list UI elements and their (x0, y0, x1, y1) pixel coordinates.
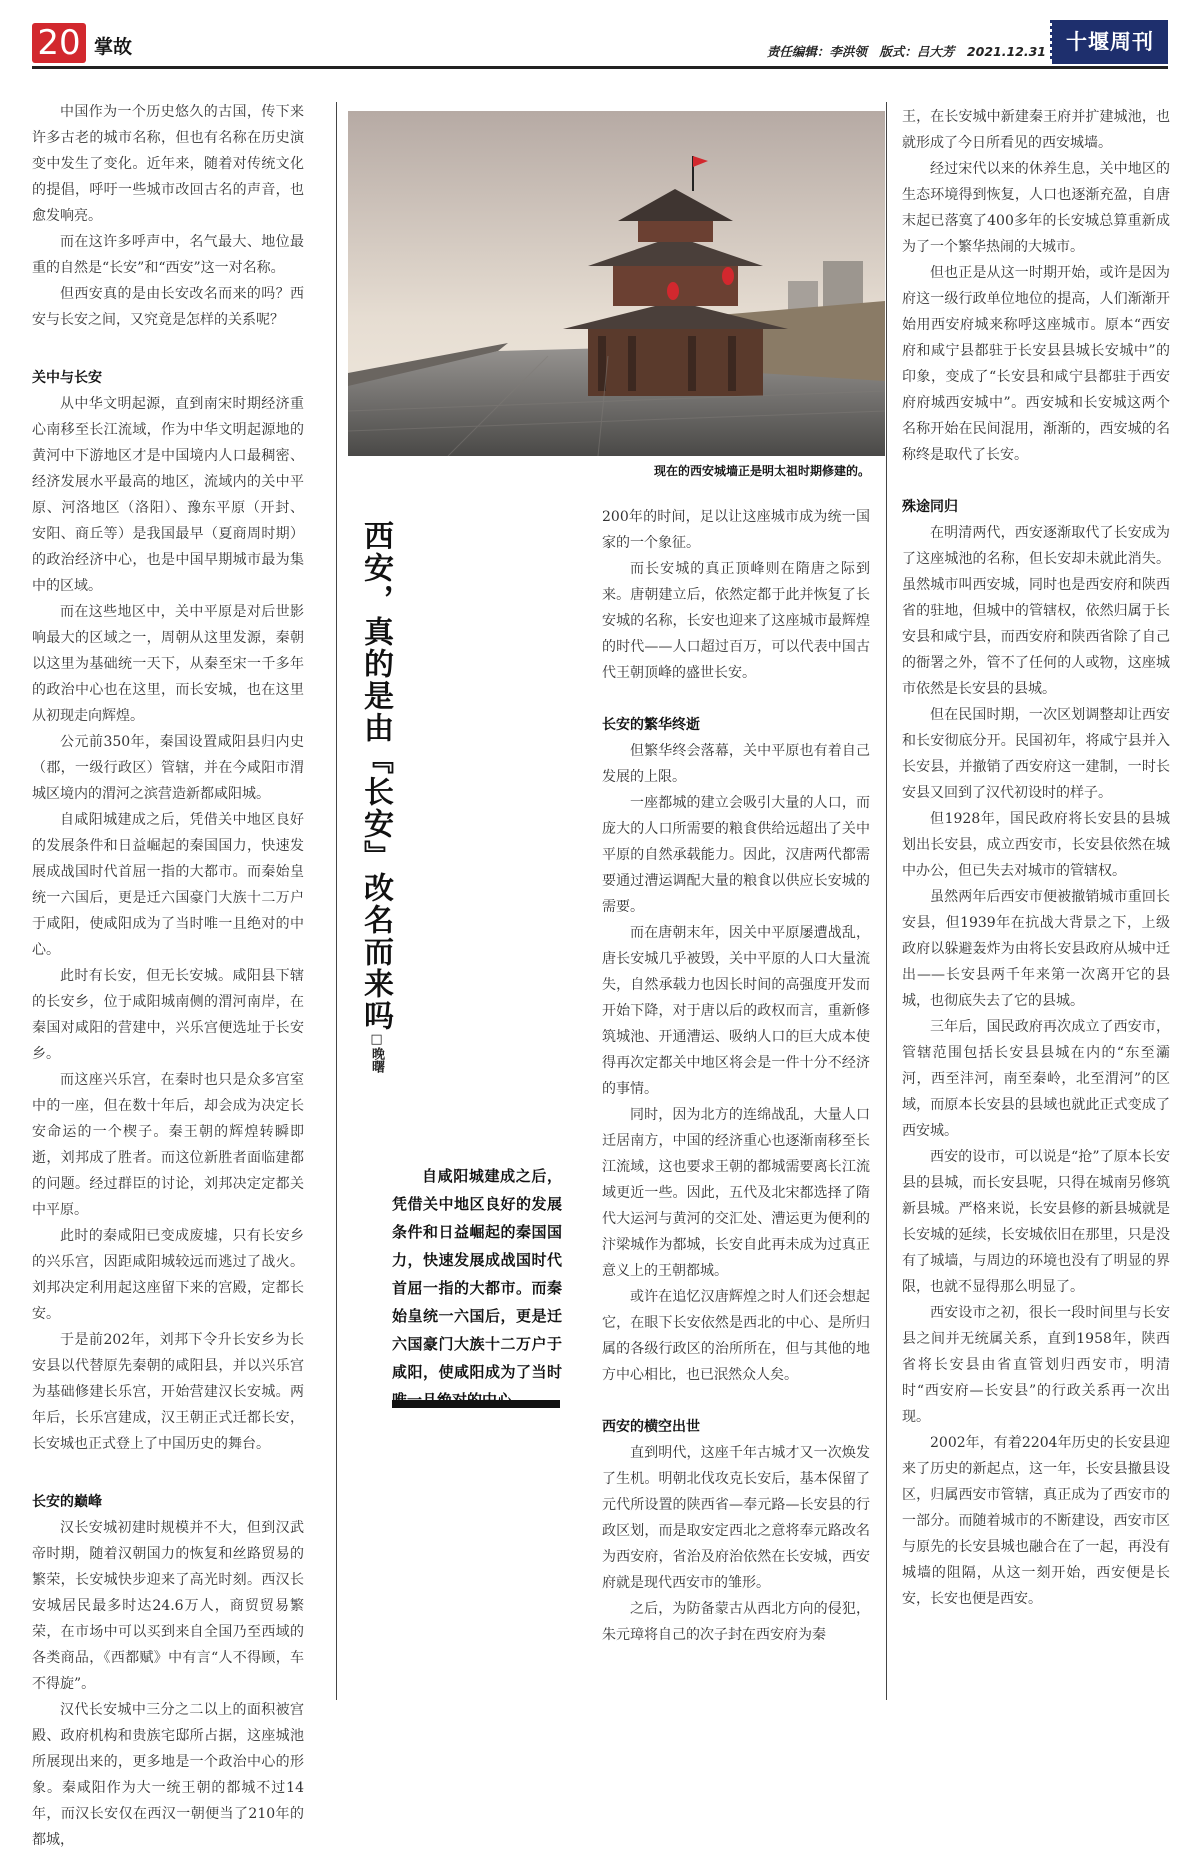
paragraph: 王，在长安城中新建秦王府并扩建城池，也就形成了今日所看见的西安城墙。 (902, 109, 1170, 151)
paragraph: 但1928年，国民政府将长安县的县城划出长安县，成立西安市，长安县依然在城中办公，但已失去对城市的管辖权。 (902, 811, 1170, 879)
section-heading: 关中与长安 (32, 370, 102, 386)
column-divider (336, 102, 337, 1700)
photo-caption: 现在的西安城墙正是明太祖时期修建的。 (653, 464, 870, 478)
pull-quote (392, 1162, 562, 1414)
paragraph: 于是前202年，刘邦下令升长安乡为长安县以代替原先秦朝的咸阳县，并以兴乐宫为基础修建长乐宫，开始营建汉长安城。两年后，长乐宫建成，汉王朝正式迁都长安，长安城也正式登上了中国历史的舞台。 (32, 1332, 304, 1452)
pull-quote-text: 自咸阳城建成之后，凭借关中地区良好的发展条件和日益崛起的秦国国力，快速发展成战国时代首屈一指的大都市。而秦始皇统一六国后，更是迁六国豪门大族十二万户于咸阳，使咸阳成为了当时 (392, 1167, 562, 1381)
paragraph: 直到明代，这座千年古城才又一次焕发了生机。明朝北伐攻克长安后，基本保留了元代所设置的陕西省—奉元路—长安县的行政区划，而是取安定西北之意将奉元路改名为西安府，省治及府治依然在长安城，西安府就是现代西安市的雏形。 (602, 1445, 870, 1591)
paragraph: 汉代长安城中三分之二以上的面积被宫殿、政府机构和贵族宅邸所占据，这座城池所展现出来的，更多地是一个政治中心的形象。秦咸阳作为大一统王朝的都城不过14年，而汉长安仅在西汉一朝便当了210年的都城， (32, 1702, 304, 1848)
paragraph: 在明清两代，西安逐渐取代了长安成为了这座城池的名称，但长安却未就此消失。虽然城市叫西安城，同时也是西安府和陕西省的驻地，但城中的管辖权，依然归属于长安县和咸宁县，而西安府和陕西省除了自己的衙署之外，管不了任何的人或物，这座城市依然是长安县的县城。 (902, 525, 1170, 697)
paragraph: 或许在追忆汉唐辉煌之时人们还会想起它，在眼下长安依然是西北的中心、是所归属的各级行政区的治所所在，但与其他的地方中心相比，也已泯然众人矣。 (602, 1289, 870, 1383)
header-rule (32, 66, 1168, 69)
paragraph: 同时，因为北方的连绵战乱，大量人口迁居南方，中国的经济重心也逐渐南移至长江流域，这也要求王朝的都城需要离长江流域更近一些。因此，五代及北宋都选择了隋代大运河与黄河的交汇处、漕运更为便利的汴梁城作为都城，长安自此再未成为过真正意义上的王朝都城。 (602, 1107, 870, 1279)
paragraph: 虽然两年后西安市便被撤销城市重回长安县，但1939年在抗战大背景之下，上级政府以躲避轰炸为由将长安县政府从城中迁出——长安县两千年来第一次离开它的县城，也彻底失去了它的县城。 (902, 889, 1170, 1009)
paragraph: 三年后，国民政府再次成立了西安市，管辖范围包括长安县县城在内的“东至灞河，西至沣河，南至秦岭，北至渭河”的区域，而原本长安县的县域也就此正式变成了西安城。 (902, 1019, 1170, 1139)
city-wall-photo (348, 111, 885, 456)
article-author: □晚曙 (369, 1032, 384, 1073)
paragraph: 一座都城的建立会吸引大量的人口，而庞大的人口所需要的粮食供给远超出了关中平原的自然承载能力。因此，汉唐两代都需要通过漕运调配大量的粮食以供应长安城的需要。 (602, 795, 870, 915)
article-column-3 (902, 104, 1170, 1612)
paragraph: 200年的时间，足以让这座城市成为统一国家的一个象征。 (602, 509, 870, 551)
paragraph: 西安设市之初，很长一段时间里与长安县之间并无统属关系，直到1958年，陕西省将长安县由省直管划归西安市，明清时“西安府—长安县”的行政关系再一次出现。 (902, 1305, 1170, 1425)
column-divider (886, 102, 887, 1700)
paragraph: 此时的秦咸阳已变成废墟，只有长安乡的兴乐宫，因距咸阳城较远而逃过了战火。刘邦决定利用起这座留下来的宫殿，定都长安。 (32, 1228, 304, 1322)
page-header (32, 20, 1168, 70)
paragraph: 此时有长安，但无长安城。咸阳县下辖的长安乡，位于咸阳城南侧的渭河南岸，在秦国对咸阳的营建中，兴乐宫便选址于长安乡。 (32, 968, 304, 1062)
paragraph: 而在这许多呼声中，名气最大、地位最重的自然是“长安”和“西安”这一对名称。 (32, 234, 304, 276)
paragraph: 自咸阳城建成之后，凭借关中地区良好的发展条件和日益崛起的秦国国力，快速发展成战国时代首屈一指的大都市。而秦始皇统一六国后，更是迁六国豪门大族十二万户于咸阳，使咸阳成为了当时唯一且绝对的中心。 (32, 812, 304, 958)
paragraph: 但在民国时期，一次区划调整却让西安和长安彻底分开。民国初年，将咸宁县并入长安县，并撤销了西安府这一建制，一时长安县又回到了汉代初设时的样子。 (902, 707, 1170, 801)
paragraph: 中国作为一个历史悠久的古国，传下来许多古老的城市名称，但也有名称在历史演变中发生了变化。近年来，随着对传统文化的提倡，呼吁一些城市改回古名的声音，也愈发响亮。 (32, 104, 304, 224)
section-heading: 长安的繁华终逝 (602, 717, 700, 733)
article-column-2 (602, 504, 870, 1648)
paragraph: 从中华文明起源，直到南宋时期经济重心南移至长江流域，作为中华文明起源地的黄河中下游地区才是中国境内人口最稠密、经济发展水平最高的地区，流域内的关中平原、河洛地区（洛阳）、豫东平原（开封、安阳、商丘等）是我国最早（夏商周时期）的政治经济中心，也是中国早期城市最为集中的区域。 (32, 396, 304, 594)
article-column-1 (32, 99, 304, 1853)
paragraph: 汉长安城初建时规模并不大，但到汉武帝时期，随着汉朝国力的恢复和丝路贸易的繁荣，长安城快步迎来了高光时刻。西汉长安城居民最多时达24.6万人，商贸贸易繁荣，在市场中可以买到来自全国乃至西域的各类商品，《西都赋》中有言“人不得顾，车不得旋”。 (32, 1520, 304, 1692)
paragraph: 但也正是从这一时期开始，或许是因为府这一级行政单位地位的提高，人们渐渐开始用西安府城来称呼这座城市。原本“西安府和咸宁县都驻于长安县县城长安城中”的印象，变成了“长安县和咸宁县都驻于西安府府城西安城中”。西安城和长安城这两个名称开始在民间混用，渐渐的，西安城的名称终是取代了长安。 (902, 265, 1170, 463)
paragraph: 但西安真的是由长安改名而来的吗？西安与长安之间，又究竟是怎样的关系呢？ (32, 286, 304, 328)
paragraph: 而这座兴乐宫，在秦时也只是众多宫室中的一座，但在数十年后，却会成为决定长安命运的一个楔子。秦王朝的辉煌转瞬即逝，刘邦成了胜者。而这位新胜者面临建都的问题。经过群臣的讨论，刘邦决定定都关中平原。 (32, 1072, 304, 1218)
paragraph: 经过宋代以来的休养生息，关中地区的生态环境得到恢复，人口也逐渐充盈，自唐末起已落寞了400多年的长安城总算重新成为了一个繁华热闹的大城市。 (902, 161, 1170, 255)
page-number: 20 (32, 23, 86, 63)
pull-quote-bar (392, 1400, 560, 1408)
editor-credits: 责任编辑：李洪领 版式：吕大芳 2021.12.31 (766, 44, 1046, 59)
section-heading: 长安的巅峰 (32, 1494, 102, 1510)
section-name: 掌故 (94, 36, 133, 58)
paragraph: 2002年，有着2204年历史的长安县迎来了历史的新起点，这一年，长安县撤县设区，归属西安市管辖，真正成为了西安市的一部分。而随着城市的不断建设，西安市区与原先的长安县城也融合在了一起，再没有城墙的阻隔，从这一刻开始，西安便是长安，长安也便是西安。 (902, 1435, 1170, 1607)
paragraph: 而在唐朝末年，因关中平原屡遭战乱，唐长安城几乎被毁，关中平原的人口大量流失，自然承载力也因长时间的高强度开发而开始下降，对于唐以后的政权而言，重新修筑城池、开通漕运、吸纳人口的巨大成本使得再次定都关中地区将会是一件十分不经济的事情。 (602, 925, 870, 1097)
paragraph: 而在这些地区中，关中平原是对后世影响最大的区域之一，周朝从这里发源，秦朝以这里为基础统一天下，从秦至宋一千多年的政治中心也在这里，而长安城，也在这里从初现走向辉煌。 (32, 604, 304, 724)
paragraph: 西安的设市，可以说是“抢”了原本长安县的县城，而长安县呢，只得在城南另修筑新县城。严格来说，长安县修的新县城就是长安城的延续，长安城依旧在那里，只是没有了城墙，与周边的环境也没有了明显的界限，也就不显得那么明显了。 (902, 1149, 1170, 1295)
paragraph: 之后，为防备蒙古从西北方向的侵犯，朱元璋将自己的次子封在西安府为秦 (602, 1601, 870, 1643)
section-heading: 西安的横空出世 (602, 1419, 700, 1435)
paragraph: 而长安城的真正顶峰则在隋唐之际到来。唐朝建立后，依然定都于此并恢复了长安城的名称，长安也迎来了这座城市最辉煌的时代——人口超过百万，可以代表中国古代王朝顶峰的盛世长安。 (602, 561, 870, 681)
paragraph: 但繁华终会落幕，关中平原也有着自己发展的上限。 (602, 743, 870, 785)
paragraph: 公元前350年，秦国设置咸阳县归内史（郡，一级行政区）管辖，并在今咸阳市渭城区境内的渭河之滨营造新都咸阳城。 (32, 734, 304, 802)
section-heading: 殊途同归 (902, 499, 958, 515)
masthead-logo: 十堰周刊 (1052, 20, 1168, 64)
article-headline: 西安，真的是由『长安』改名而来吗 (358, 520, 393, 1032)
